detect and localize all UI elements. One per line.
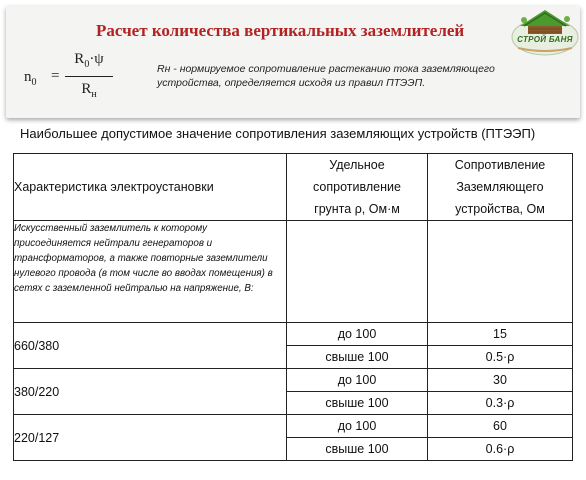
soil-cell: свыше 100: [287, 438, 428, 461]
resistance-cell: 0.3·ρ: [428, 392, 573, 415]
voltage-cell: 660/380: [14, 323, 287, 369]
resistance-cell: 0.6·ρ: [428, 438, 573, 461]
bathhouse-logo-icon: [510, 4, 580, 58]
resistance-cell: 15: [428, 323, 573, 346]
formula-note: Rн - нормируемое сопротивление растеканию тока заземляющего устройства, определяется исходя из правил ПТЭЭП.: [157, 63, 495, 89]
table-row: [14, 221, 573, 323]
formula: [24, 49, 124, 109]
table-header-row: [14, 154, 573, 221]
table-row: [14, 415, 573, 438]
page-title: Расчет количества вертикальных заземлителей: [96, 21, 465, 40]
col-header-grounding-resistance: Сопротивление Заземляющего устройства, Ом: [428, 154, 573, 221]
soil-cell: свыше 100: [287, 392, 428, 415]
col-header-soil-resistivity: Удельное сопротивление грунта ρ, Ом·м: [287, 154, 428, 221]
formula-equals: =: [51, 68, 60, 84]
fraction-line: [65, 76, 113, 77]
formula-lhs: $n_0$: [24, 69, 37, 88]
soil-cell: до 100: [287, 323, 428, 346]
resistance-cell: 0.5·ρ: [428, 346, 573, 369]
empty-cell: [287, 221, 428, 323]
formula-numerator: $R_0\cdot\psi$: [74, 51, 104, 70]
resistance-table: [13, 153, 573, 461]
voltage-cell: 220/127: [14, 415, 287, 461]
resistance-cell: 60: [428, 415, 573, 438]
voltage-cell: 380/220: [14, 369, 287, 415]
table-row: [14, 369, 573, 392]
soil-cell: свыше 100: [287, 346, 428, 369]
table-heading: Наибольшее допустимое значение сопротивления заземляющих устройств (ПТЭЭП): [20, 126, 536, 141]
col-header-characteristic: Характеристика электроустановки: [14, 154, 287, 221]
table-row: [14, 323, 573, 346]
formula-denominator: $R_н$: [81, 81, 97, 100]
logo-text: СТРОЙ БАНЯ: [517, 35, 573, 44]
empty-cell: [428, 221, 573, 323]
soil-cell: до 100: [287, 369, 428, 392]
resistance-cell: 30: [428, 369, 573, 392]
description-cell: Искусственный заземлитель к которому присоединяется нейтрали генераторов и трансформаторов, а также повторные заземлители нулевого провода (в том числе во вводах помещения) в сетях с заземленной нейтралью на напряжение, В:: [14, 221, 287, 323]
soil-cell: до 100: [287, 415, 428, 438]
